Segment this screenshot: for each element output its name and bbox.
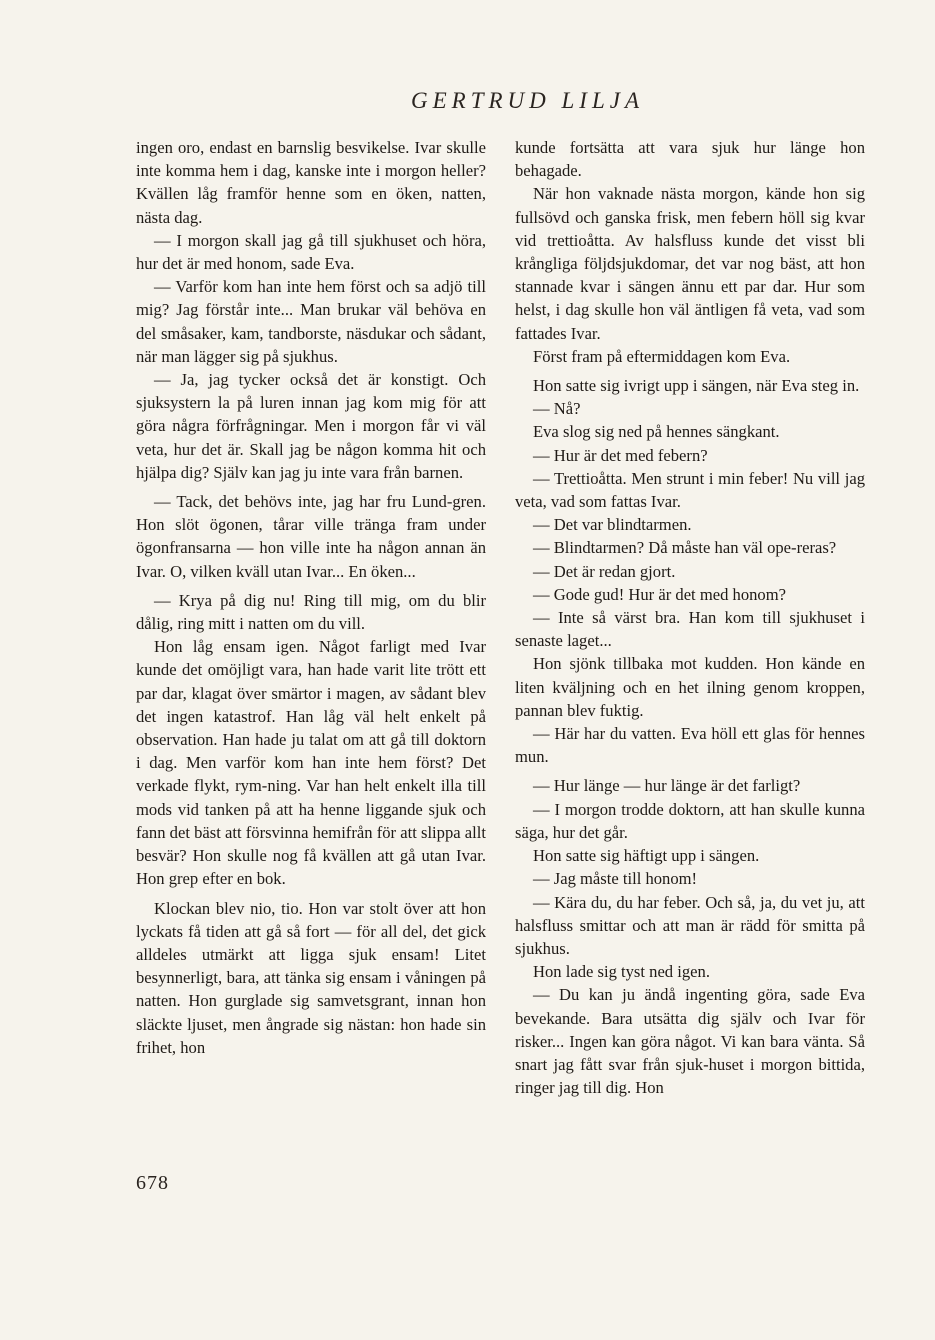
paragraph: — Det var blindtarmen. [533, 515, 692, 535]
paragraph: — Gode gud! Hur är det med honom? [533, 584, 786, 604]
paragraph: — Krya på dig nu! Ring till mig, om du blir dålig, ring mitt i natten om du vill. [136, 590, 486, 634]
paragraph: Först fram på eftermiddagen kom Eva. [533, 346, 791, 366]
paragraph: — Inte så värst bra. Han kom till sjukhuset i senaste laget... [515, 608, 865, 651]
paragraph: — Du kan ju ändå ingenting göra, sade Eva bevekande. Bara utsätta dig själv och Ivar för risker... Ingen kan göra något. Vi kan bara vänta. Så snart jag fått svar från sjuk-huset i morgon bittida, ringer jag till dig. Hon [515, 985, 865, 1098]
paragraph: — Här har du vatten. Eva höll ett glas för hennes mun. [515, 724, 865, 767]
paragraph: — Nå? [533, 399, 581, 419]
left-column [136, 136, 486, 1059]
paragraph: — Hur länge — hur länge är det farligt? [533, 776, 801, 796]
paragraph: — Blindtarmen? Då måste han väl ope-reras? [533, 538, 837, 558]
paragraph: När hon vaknade nästa morgon, kände hon sig fullsövd och ganska frisk, men febern höll sig kvar vid trettioåtta. Av halsfluss kunde det visst bli krångliga följdsjukdomar, det var nog bäst, att hon stannade kvar i sängen ännu ett par dar. Hur som helst, i dag skulle hon väl äntligen få veta, vad som fattades Ivar. [515, 184, 865, 343]
paragraph: Eva slog sig ned på hennes sängkant. [533, 422, 780, 442]
paragraph: — Ja, jag tycker också det är konstigt. Och sjuksystern la på luren innan jag kom mig för att göra några förfrågningar. Men i morgon får vi väl veta, hur det är. Skall jag be någon komma hit och hjälpa dig? Själv kan jag ju inte vara från barnen. [136, 370, 486, 482]
paragraph: Hon lade sig tyst ned igen. [533, 962, 710, 982]
page-number: 678 [136, 1172, 169, 1194]
paragraph: Hon låg ensam igen. Något farligt med Ivar kunde det omöjligt vara, han hade varit lite trött ett par dar, klagat över smärtor i magen, av sådant blev det ingen katastrof. Han låg väl helt enkelt på observation. Han hade ju talat om att gå till doktorn i dag. Men varför kom han inte hem först? Det verkade flykt, rym-ning. Var han helt enkelt illa till mods vid tanken på att ha henne liggande sjuk och fann det bäst att försvinna hemifrån för att slippa allt besvär? Hon skulle nog få kvällen att gå utan Ivar. Hon grep efter en bok. [136, 637, 486, 889]
running-title: GERTRUD LILJA [410, 88, 645, 113]
paragraph: — I morgon skall jag gå till sjukhuset och höra, hur det är med honom, sade Eva. [136, 230, 486, 274]
paragraph: ingen oro, endast en barnslig besvikelse. Ivar skulle inte komma hem i dag, kanske inte i morgon heller? Kvällen låg framför henne som en öken, natten, nästa dag. [136, 138, 486, 227]
paragraph: — Tack, det behövs inte, jag har fru Lund-gren. Hon slöt ögonen, tårar ville tränga fram under ögonfransarna — hon ville inte ha någon annan än Ivar. O, vilken kväll utan Ivar... En öken... [136, 492, 486, 581]
paragraph: Hon sjönk tillbaka mot kudden. Hon kände en liten kväljning och en het ilning genom kroppen, pannan blev fuktig. [515, 654, 865, 720]
paragraph: — Det är redan gjort. [533, 561, 676, 581]
paragraph: — I morgon trodde doktorn, att han skulle kunna säga, hur det går. [515, 799, 865, 842]
paragraph: — Varför kom han inte hem först och sa adjö till mig? Jag förstår inte... Man brukar väl behöva en del småsaker, kam, tandborste, näsdukar och sådant, när man lägger sig på sjukhus. [136, 277, 486, 366]
paragraph: — Hur är det med febern? [533, 445, 708, 465]
paragraph: — Kära du, du har feber. Och så, ja, du vet ju, att halsfluss smittar och att man är rädd för smitta på sjukhus. [515, 892, 865, 958]
paragraph: Hon satte sig ivrigt upp i sängen, när Eva steg in. [533, 376, 860, 396]
right-column [515, 136, 865, 1099]
paragraph: Klockan blev nio, tio. Hon var stolt över att hon lyckats få tiden att gå så fort — för all del, det gick alldeles utmärkt att ligga sjuk ensam! Litet besynnerligt, bara, att tänka sig ensam i våningen på natten. Hon gurglade sig samvetsgrant, innan hon släckte ljuset, men ångrade sig nästan: hon hade sin frihet, hon [136, 898, 486, 1057]
paragraph: Hon satte sig häftigt upp i sängen. [533, 846, 760, 866]
paragraph: — Jag måste till honom! [533, 869, 698, 889]
paragraph: kunde fortsätta att vara sjuk hur länge hon behagade. [515, 138, 865, 181]
paragraph: — Trettioåtta. Men strunt i min feber! Nu vill jag veta, vad som fattas Ivar. [515, 468, 865, 512]
